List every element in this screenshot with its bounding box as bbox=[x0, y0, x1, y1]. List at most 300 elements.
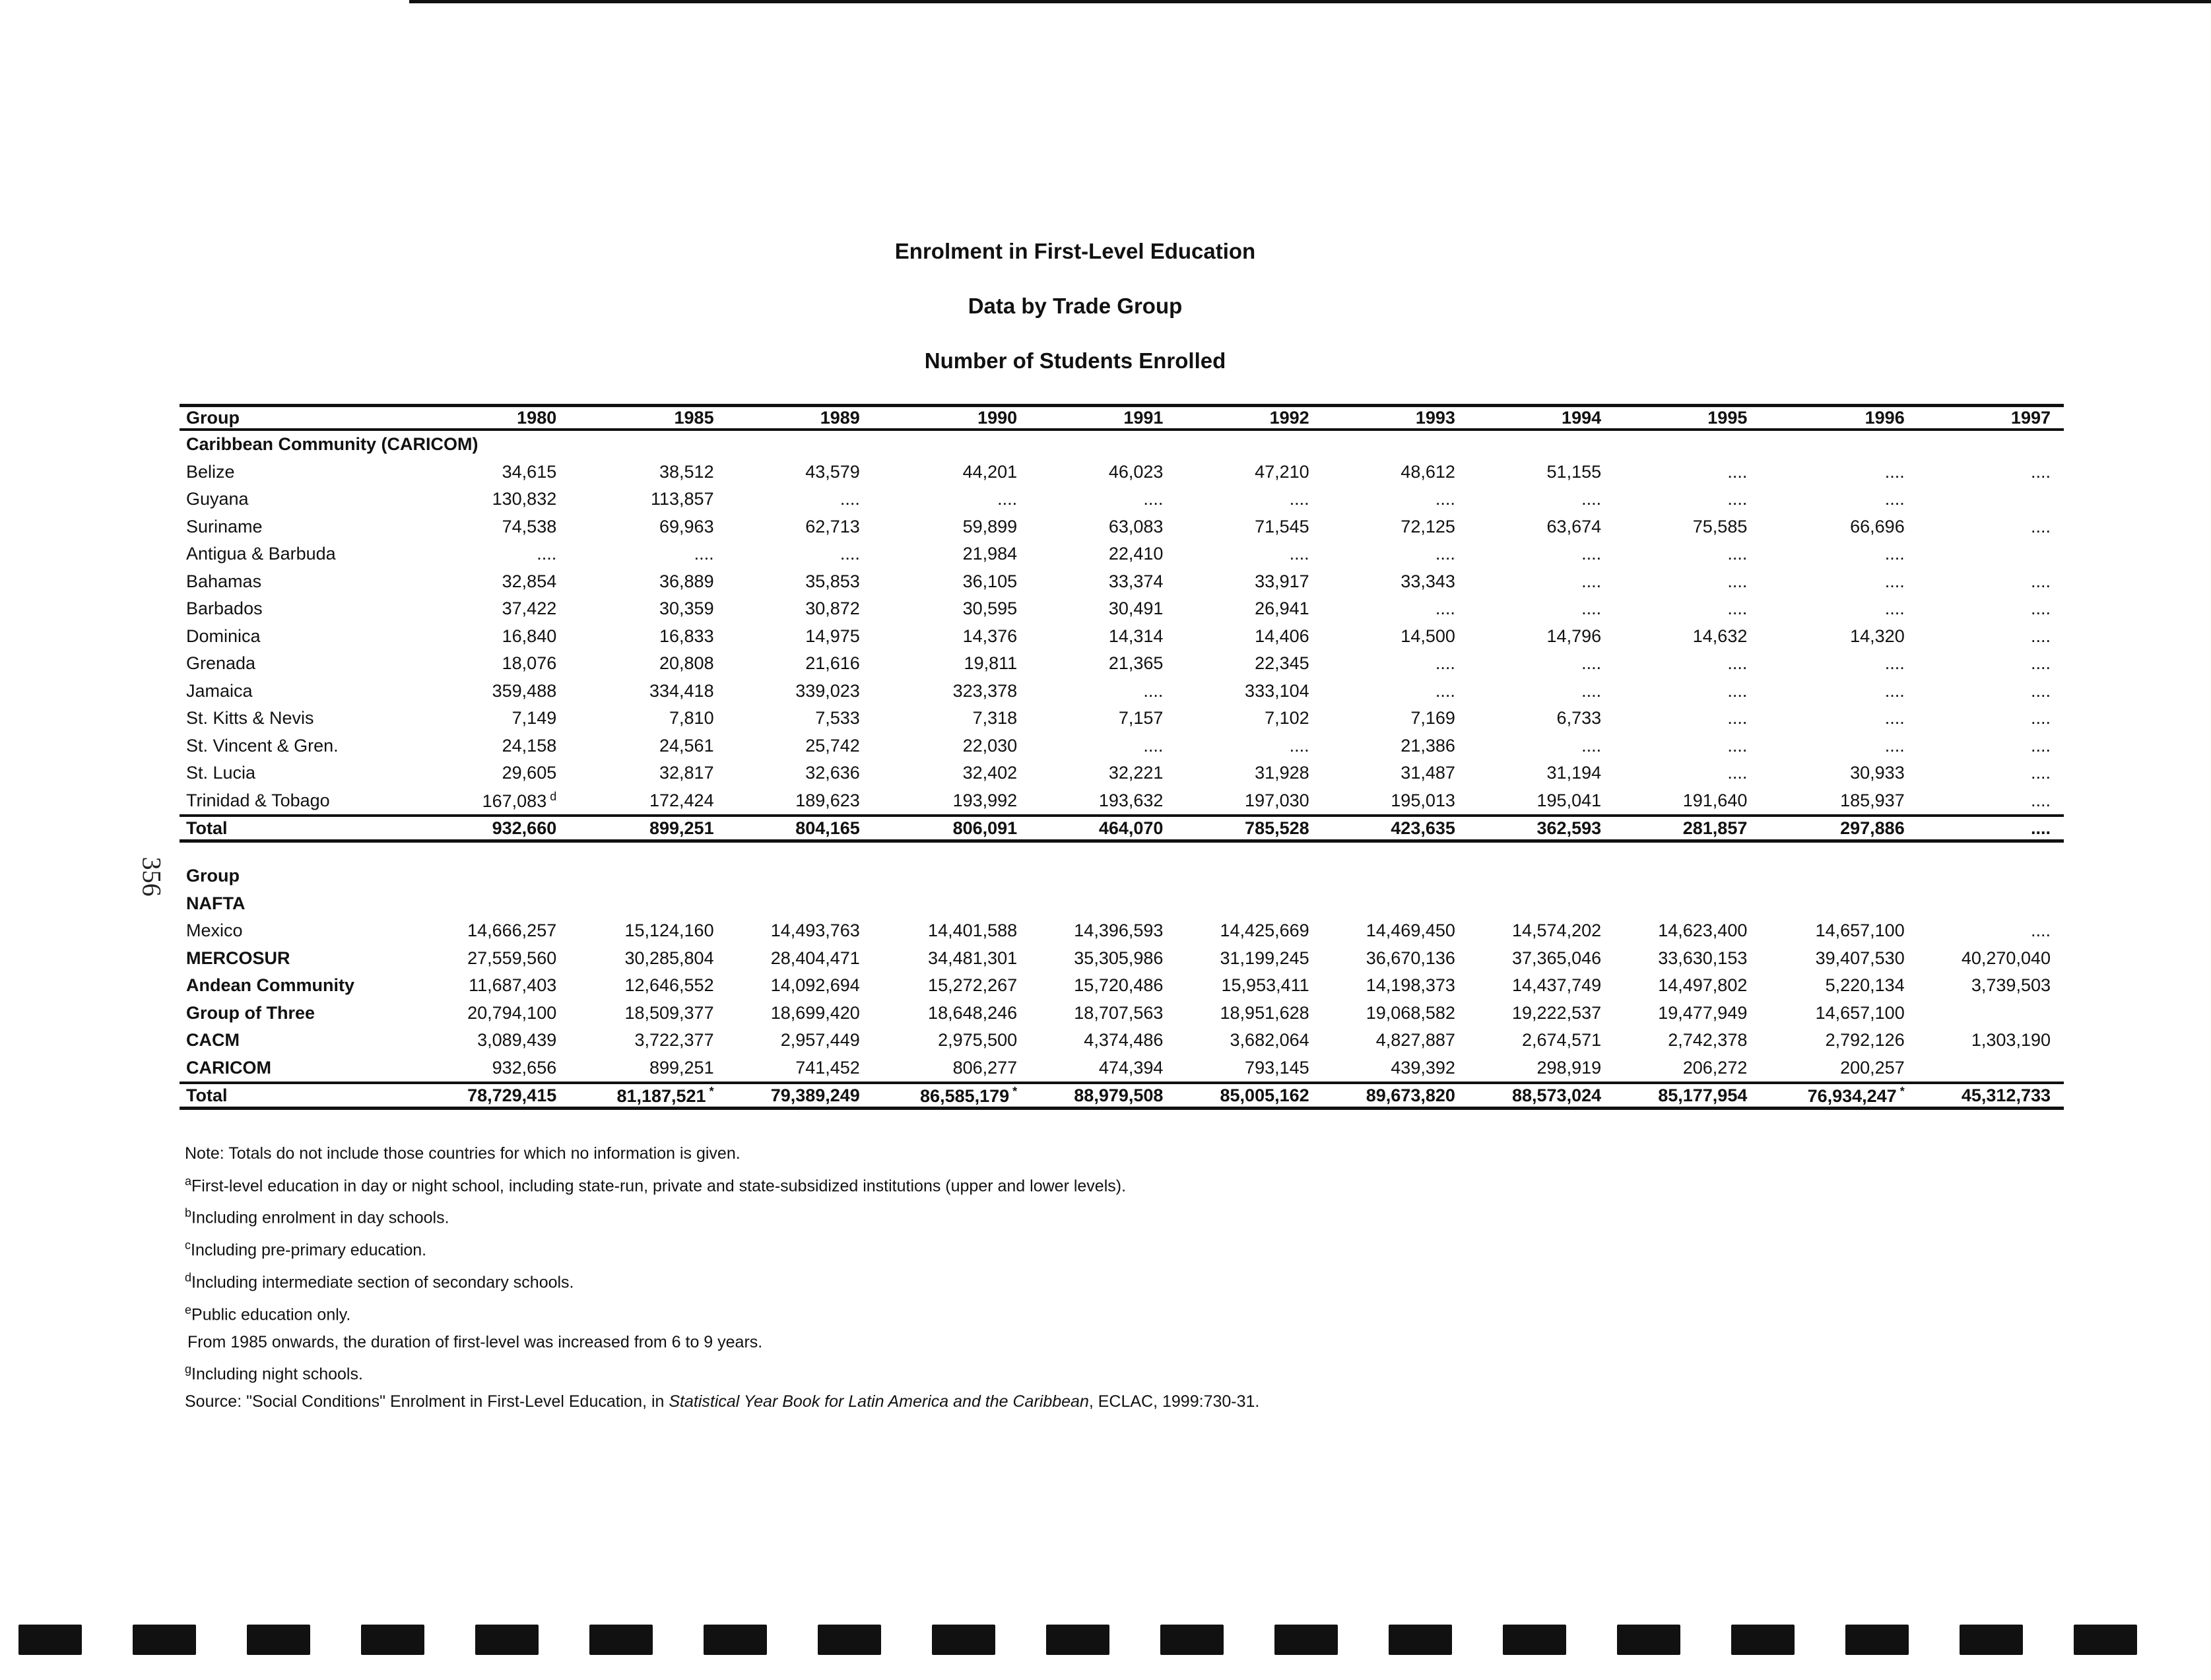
cell-value: 36,105 bbox=[962, 571, 1018, 591]
cell-value: 32,854 bbox=[502, 571, 557, 591]
table-row bbox=[180, 1000, 2064, 1027]
cell-value: 20,808 bbox=[659, 653, 714, 674]
cell-value: 281,857 bbox=[1614, 816, 1760, 841]
cell-value: 32,817 bbox=[659, 763, 714, 783]
cell-value: .... bbox=[1884, 544, 1905, 564]
cell-value: 333,104 bbox=[1245, 680, 1309, 701]
cell-value: .... bbox=[1918, 816, 2064, 841]
cell-value: .... bbox=[1581, 653, 1602, 674]
header-year: 1985 bbox=[570, 406, 727, 430]
total-row-caricom bbox=[180, 816, 2064, 841]
cell-value: 66,696 bbox=[1850, 516, 1905, 536]
cell-value: .... bbox=[2030, 790, 2051, 810]
cell-value: .... bbox=[1884, 708, 1905, 728]
cell-value: .... bbox=[1435, 489, 1455, 509]
cell-value: 14,657,100 bbox=[1815, 1002, 1905, 1023]
cell-value bbox=[727, 890, 873, 918]
cell-value: 474,394 bbox=[1098, 1057, 1164, 1078]
cell-value: 48,612 bbox=[1401, 461, 1455, 482]
cell-value: 71,545 bbox=[1255, 516, 1309, 536]
registration-bar bbox=[361, 1625, 424, 1655]
cell-value: 200,257 bbox=[1840, 1057, 1905, 1078]
source-note: Source: "Social Conditions" Enrolment in First-Level Education, in Statistical Year Book for Latin America and the Caribbean, ECLAC, 1999:730-31. bbox=[185, 1392, 1260, 1411]
cell-value: .... bbox=[1581, 735, 1602, 756]
cell-value: 7,318 bbox=[972, 708, 1018, 728]
cell-value: 34,615 bbox=[502, 461, 557, 482]
footnote-mark: * bbox=[1896, 1084, 1905, 1098]
cell-value: 63,083 bbox=[1108, 516, 1164, 536]
cell-value: 14,632 bbox=[1692, 626, 1748, 646]
table-row bbox=[180, 1027, 2064, 1054]
cell-value: 22,410 bbox=[1108, 544, 1164, 564]
table-row bbox=[180, 1054, 2064, 1083]
cell-value: .... bbox=[2030, 571, 2051, 591]
cell-value: 19,811 bbox=[964, 653, 1018, 674]
cell-value: .... bbox=[1581, 544, 1602, 564]
cell-value: 35,305,986 bbox=[1074, 948, 1164, 968]
cell-value: 7,169 bbox=[1410, 708, 1455, 728]
table-row bbox=[180, 650, 2064, 678]
cell-value: 932,656 bbox=[492, 1057, 557, 1078]
cell-value: 34,481,301 bbox=[928, 948, 1018, 968]
cell-value: 19,222,537 bbox=[1511, 1002, 1602, 1023]
row-label: St. Vincent & Gren. bbox=[186, 735, 339, 756]
cell-value: 25,742 bbox=[805, 735, 860, 756]
cell-value: 31,199,245 bbox=[1220, 948, 1309, 968]
row-label: Barbados bbox=[186, 598, 263, 619]
scan-registration-marks bbox=[18, 1625, 2210, 1658]
registration-bar bbox=[589, 1625, 653, 1655]
table-row bbox=[180, 623, 2064, 651]
cell-value: .... bbox=[2030, 735, 2051, 756]
cell-value: 195,041 bbox=[1536, 790, 1602, 810]
cell-value: .... bbox=[1727, 598, 1748, 619]
cell-value: .... bbox=[1884, 598, 1905, 619]
cell-value: 18,076 bbox=[502, 653, 557, 674]
row-label: MERCOSUR bbox=[186, 948, 290, 968]
cell-value: .... bbox=[1581, 489, 1602, 509]
registration-bar bbox=[932, 1625, 995, 1655]
cell-value: 30,359 bbox=[659, 598, 714, 619]
registration-bar bbox=[1274, 1625, 1338, 1655]
cell-value: 33,917 bbox=[1255, 571, 1309, 591]
cell-value: 74,538 bbox=[502, 516, 557, 536]
table-header-row bbox=[180, 406, 2064, 430]
cell-value: .... bbox=[1289, 544, 1309, 564]
cell-value: 31,487 bbox=[1401, 763, 1455, 783]
cell-value: 11,687,403 bbox=[469, 975, 557, 996]
cell-value bbox=[1918, 890, 2064, 918]
cell-value: .... bbox=[2030, 598, 2051, 619]
cell-value: 30,933 bbox=[1850, 763, 1905, 783]
cell-value: 323,378 bbox=[952, 680, 1018, 701]
cell-value: 24,561 bbox=[659, 735, 714, 756]
row-label: CARICOM bbox=[186, 1057, 271, 1078]
page-subtitle: Data by Trade Group bbox=[968, 294, 1183, 318]
cell-value: 14,469,450 bbox=[1366, 921, 1455, 941]
cell-value: 27,559,560 bbox=[467, 948, 557, 968]
enrolment-table bbox=[180, 404, 2064, 1110]
registration-bar bbox=[247, 1625, 310, 1655]
cell-value: 36,889 bbox=[659, 571, 714, 591]
row-label: St. Kitts & Nevis bbox=[186, 708, 314, 728]
header-year: 1991 bbox=[1030, 406, 1176, 430]
footnote-mark: d bbox=[546, 789, 557, 803]
cell-value: 32,402 bbox=[962, 763, 1018, 783]
cell-value: .... bbox=[1581, 571, 1602, 591]
cell-value: 40,270,040 bbox=[1961, 948, 2051, 968]
cell-value: 14,314 bbox=[1108, 626, 1164, 646]
row-label: Trinidad & Tobago bbox=[186, 790, 330, 810]
cell-value: 14,376 bbox=[962, 626, 1018, 646]
cell-value: .... bbox=[1727, 489, 1748, 509]
cell-value: 20,794,100 bbox=[467, 1002, 557, 1023]
header-year: 1993 bbox=[1323, 406, 1468, 430]
cell-value bbox=[1918, 486, 2064, 513]
cell-value: .... bbox=[1727, 708, 1748, 728]
cell-value: 30,491 bbox=[1108, 598, 1164, 619]
cell-value: 18,699,420 bbox=[770, 1002, 860, 1023]
cell-value: 298,919 bbox=[1536, 1057, 1602, 1078]
spacer-row bbox=[180, 841, 2064, 863]
cell-value: 806,091 bbox=[873, 816, 1030, 841]
cell-value: 43,579 bbox=[805, 461, 860, 482]
cell-value: 21,616 bbox=[805, 653, 860, 674]
cell-value: 89,673,820 bbox=[1323, 1083, 1468, 1109]
cell-value bbox=[1918, 540, 2064, 568]
cell-value: .... bbox=[840, 489, 860, 509]
cell-value: 14,500 bbox=[1401, 626, 1455, 646]
cell-value: 197,030 bbox=[1245, 790, 1309, 810]
cell-value: 191,640 bbox=[1682, 790, 1748, 810]
cell-value: 85,005,162 bbox=[1176, 1083, 1322, 1109]
cell-value: 24,158 bbox=[502, 735, 557, 756]
cell-value bbox=[424, 890, 570, 918]
row-label: St. Lucia bbox=[186, 763, 256, 783]
cell-value: 46,023 bbox=[1108, 461, 1164, 482]
cell-value bbox=[1918, 1000, 2064, 1027]
cell-value: 785,528 bbox=[1176, 816, 1322, 841]
table-row bbox=[180, 513, 2064, 541]
cell-value: .... bbox=[1884, 461, 1905, 482]
cell-value: .... bbox=[1143, 735, 1164, 756]
cell-value: 2,742,378 bbox=[1668, 1030, 1748, 1050]
cell-value: 14,975 bbox=[805, 626, 860, 646]
header-year: 1992 bbox=[1176, 406, 1322, 430]
cell-value: 51,155 bbox=[1546, 461, 1602, 482]
row-label: Suriname bbox=[186, 516, 263, 536]
cell-value: .... bbox=[840, 544, 860, 564]
cell-value: .... bbox=[694, 544, 714, 564]
cell-value: 31,928 bbox=[1255, 763, 1309, 783]
note-g: $^g$Including night schools. bbox=[185, 1363, 363, 1384]
cell-value: 15,720,486 bbox=[1074, 975, 1164, 996]
top-border-line bbox=[409, 0, 2211, 3]
cell-value bbox=[1760, 890, 1917, 918]
cell-value: 21,984 bbox=[962, 544, 1018, 564]
cell-value: 86,585,179 * bbox=[873, 1083, 1030, 1109]
cell-value: .... bbox=[1727, 461, 1748, 482]
cell-value: 3,089,439 bbox=[477, 1030, 557, 1050]
header-year: 1989 bbox=[727, 406, 873, 430]
cell-value: 88,979,508 bbox=[1030, 1083, 1176, 1109]
cell-value: 15,272,267 bbox=[928, 975, 1018, 996]
cell-value: 75,585 bbox=[1692, 516, 1748, 536]
table-row bbox=[180, 540, 2064, 568]
registration-bar bbox=[1731, 1625, 1795, 1655]
cell-value: 2,975,500 bbox=[938, 1030, 1018, 1050]
registration-bar bbox=[818, 1625, 881, 1655]
cell-value: 21,386 bbox=[1401, 735, 1455, 756]
footnote-mark: * bbox=[706, 1084, 714, 1098]
cell-value: 3,682,064 bbox=[1230, 1030, 1309, 1050]
cell-value: 130,832 bbox=[492, 489, 557, 509]
cell-value: 804,165 bbox=[727, 816, 873, 841]
cell-value: 47,210 bbox=[1255, 461, 1309, 482]
cell-value: 359,488 bbox=[492, 680, 557, 701]
cell-value bbox=[1468, 890, 1614, 918]
page-subtitle-2: Number of Students Enrolled bbox=[924, 348, 1226, 373]
cell-value: .... bbox=[2030, 653, 2051, 674]
cell-value: .... bbox=[1727, 735, 1748, 756]
cell-value: 72,125 bbox=[1401, 516, 1455, 536]
cell-value: 4,827,887 bbox=[1375, 1030, 1455, 1050]
cell-value: 3,739,503 bbox=[1971, 975, 2051, 996]
cell-value: 14,666,257 bbox=[467, 921, 557, 941]
row-label: Total bbox=[180, 816, 424, 841]
table-row bbox=[180, 678, 2064, 705]
section-label: Caribbean Community (CARICOM) bbox=[186, 434, 478, 455]
cell-value: 30,872 bbox=[805, 598, 860, 619]
page-title: Enrolment in First-Level Education bbox=[894, 239, 1256, 263]
cell-value: 206,272 bbox=[1682, 1057, 1748, 1078]
cell-value: .... bbox=[1727, 571, 1748, 591]
cell-value: 69,963 bbox=[659, 516, 714, 536]
cell-value: 63,674 bbox=[1546, 516, 1602, 536]
cell-value bbox=[570, 890, 727, 918]
registration-bar bbox=[704, 1625, 767, 1655]
cell-value: 7,157 bbox=[1118, 708, 1164, 728]
header-year: 1995 bbox=[1614, 406, 1760, 430]
cell-value: .... bbox=[1727, 653, 1748, 674]
footnote-mark: * bbox=[1009, 1084, 1018, 1098]
row-label: NAFTA bbox=[186, 893, 246, 913]
header-year: 1980 bbox=[424, 406, 570, 430]
cell-value: 806,277 bbox=[952, 1057, 1018, 1078]
cell-value: 189,623 bbox=[795, 790, 860, 810]
cell-value: 14,493,763 bbox=[770, 921, 860, 941]
cell-value: .... bbox=[1581, 680, 1602, 701]
table-row bbox=[180, 972, 2064, 1000]
cell-value: 5,220,134 bbox=[1825, 975, 1905, 996]
cell-value: 14,623,400 bbox=[1658, 921, 1748, 941]
cell-value: 2,792,126 bbox=[1825, 1030, 1905, 1050]
cell-value: .... bbox=[1435, 598, 1455, 619]
cell-value: .... bbox=[2030, 763, 2051, 783]
cell-value bbox=[1176, 890, 1322, 918]
table-row bbox=[180, 732, 2064, 760]
note-f: From 1985 onwards, the duration of first-level was increased from 6 to 9 years. bbox=[187, 1332, 763, 1351]
cell-value: 14,796 bbox=[1546, 626, 1602, 646]
header-year: 1997 bbox=[1918, 406, 2064, 430]
cell-value: .... bbox=[537, 544, 557, 564]
cell-value: 464,070 bbox=[1030, 816, 1176, 841]
cell-value: 26,941 bbox=[1255, 598, 1309, 619]
registration-bar bbox=[133, 1625, 196, 1655]
cell-value: 35,853 bbox=[805, 571, 860, 591]
cell-value: 2,957,449 bbox=[780, 1030, 860, 1050]
cell-value: 78,729,415 bbox=[424, 1083, 570, 1109]
table-row bbox=[180, 890, 2064, 918]
cell-value: 7,149 bbox=[512, 708, 557, 728]
cell-value bbox=[1614, 890, 1760, 918]
header-year: 1990 bbox=[873, 406, 1030, 430]
header-year: 1996 bbox=[1760, 406, 1917, 430]
cell-value: 297,886 bbox=[1760, 816, 1917, 841]
cell-value bbox=[1918, 1054, 2064, 1083]
cell-value: 21,365 bbox=[1108, 653, 1164, 674]
registration-bar bbox=[1845, 1625, 1909, 1655]
row-label: CACM bbox=[186, 1030, 240, 1050]
cell-value: 18,648,246 bbox=[928, 1002, 1018, 1023]
cell-value: .... bbox=[1289, 489, 1309, 509]
cell-value: 59,899 bbox=[962, 516, 1018, 536]
cell-value bbox=[1323, 890, 1468, 918]
cell-value: 31,194 bbox=[1546, 763, 1602, 783]
registration-bar bbox=[1960, 1625, 2023, 1655]
cell-value: 113,857 bbox=[650, 489, 714, 509]
cell-value: 15,124,160 bbox=[624, 921, 714, 941]
cell-value: 793,145 bbox=[1245, 1057, 1309, 1078]
cell-value: 4,374,486 bbox=[1084, 1030, 1164, 1050]
cell-value: 172,424 bbox=[649, 790, 714, 810]
cell-value: .... bbox=[2030, 626, 2051, 646]
cell-value: .... bbox=[1727, 680, 1748, 701]
cell-value: 33,343 bbox=[1401, 571, 1455, 591]
cell-value: 167,083 $^d$ bbox=[482, 789, 557, 811]
cell-value: .... bbox=[2030, 516, 2051, 536]
header-group: Group bbox=[180, 406, 424, 430]
cell-value: 18,707,563 bbox=[1074, 1002, 1164, 1023]
cell-value: 14,396,593 bbox=[1074, 921, 1164, 941]
table-row bbox=[180, 459, 2064, 486]
cell-value: 38,512 bbox=[659, 461, 714, 482]
cell-value: 36,670,136 bbox=[1366, 948, 1455, 968]
row-label: Belize bbox=[186, 461, 235, 482]
cell-value: 3,722,377 bbox=[634, 1030, 714, 1050]
spacer-cell bbox=[180, 841, 2064, 863]
cell-value: 14,198,373 bbox=[1366, 975, 1455, 996]
cell-value: 30,595 bbox=[962, 598, 1018, 619]
row-label: Dominica bbox=[186, 626, 261, 646]
cell-value: 7,810 bbox=[669, 708, 714, 728]
note-d: $^d$Including intermediate section of secondary schools. bbox=[185, 1270, 574, 1292]
registration-bar bbox=[2074, 1625, 2137, 1655]
cell-value: 1,303,190 bbox=[1971, 1030, 2051, 1050]
header-year: 1994 bbox=[1468, 406, 1614, 430]
table-row bbox=[180, 486, 2064, 513]
cell-value: .... bbox=[1727, 544, 1748, 564]
cell-value: 2,674,571 bbox=[1522, 1030, 1602, 1050]
section-label: Group bbox=[186, 866, 240, 886]
cell-value: .... bbox=[2030, 921, 2051, 941]
cell-value: 741,452 bbox=[795, 1057, 860, 1078]
table-row bbox=[180, 945, 2064, 973]
cell-value: 85,177,954 bbox=[1614, 1083, 1760, 1109]
cell-value bbox=[873, 890, 1030, 918]
cell-value: .... bbox=[1143, 680, 1164, 701]
cell-value: 14,574,202 bbox=[1511, 921, 1602, 941]
cell-value: 33,374 bbox=[1108, 571, 1164, 591]
registration-bar bbox=[18, 1625, 82, 1655]
cell-value: .... bbox=[2030, 708, 2051, 728]
note-totals: Note: Totals do not include those countries for which no information is given. bbox=[185, 1144, 741, 1163]
note-a: $^a$First-level education in day or night school, including state-run, private and state-subsidized institutions (upper and lower levels). bbox=[185, 1174, 1127, 1195]
registration-bar bbox=[475, 1625, 539, 1655]
cell-value: .... bbox=[1884, 680, 1905, 701]
row-label: Group of Three bbox=[186, 1002, 315, 1023]
cell-value: 334,418 bbox=[649, 680, 714, 701]
row-label: Total bbox=[180, 1083, 424, 1109]
cell-value: .... bbox=[1289, 735, 1309, 756]
table-row bbox=[180, 705, 2064, 732]
cell-value: 18,509,377 bbox=[624, 1002, 714, 1023]
cell-value: 362,593 bbox=[1468, 816, 1614, 841]
cell-value: 37,365,046 bbox=[1511, 948, 1602, 968]
cell-value: 14,320 bbox=[1850, 626, 1905, 646]
cell-value: 193,992 bbox=[952, 790, 1018, 810]
cell-value: 32,636 bbox=[805, 763, 860, 783]
cell-value: 39,407,530 bbox=[1815, 948, 1905, 968]
cell-value: 32,221 bbox=[1108, 763, 1164, 783]
footnotes bbox=[185, 1140, 1259, 1415]
cell-value: 22,345 bbox=[1255, 653, 1309, 674]
cell-value: 29,605 bbox=[502, 763, 557, 783]
cell-value: 14,406 bbox=[1255, 626, 1309, 646]
cell-value: 16,833 bbox=[659, 626, 714, 646]
registration-bar bbox=[1160, 1625, 1224, 1655]
cell-value: 14,092,694 bbox=[770, 975, 860, 996]
cell-value: .... bbox=[997, 489, 1018, 509]
cell-value: .... bbox=[2030, 680, 2051, 701]
cell-value: 19,477,949 bbox=[1658, 1002, 1748, 1023]
cell-value: 45,312,733 bbox=[1918, 1083, 2064, 1109]
cell-value: .... bbox=[1143, 489, 1164, 509]
note-c: $^c$Including pre-primary education. bbox=[185, 1239, 427, 1260]
cell-value: 195,013 bbox=[1391, 790, 1455, 810]
table-row bbox=[180, 759, 2064, 787]
cell-value: 14,657,100 bbox=[1815, 921, 1905, 941]
cell-value: 14,497,802 bbox=[1658, 975, 1748, 996]
table-row bbox=[180, 787, 2064, 816]
cell-value: 30,285,804 bbox=[624, 948, 714, 968]
row-label: Jamaica bbox=[186, 680, 253, 701]
section-trade-groups-heading bbox=[180, 862, 2064, 890]
cell-value: 193,632 bbox=[1098, 790, 1164, 810]
cell-value: 439,392 bbox=[1391, 1057, 1455, 1078]
cell-value: .... bbox=[1884, 653, 1905, 674]
cell-value: .... bbox=[1884, 489, 1905, 509]
cell-value: 79,389,249 bbox=[727, 1083, 873, 1109]
total-row-groups bbox=[180, 1083, 2064, 1109]
cell-value: .... bbox=[1727, 763, 1748, 783]
cell-value: 14,425,669 bbox=[1220, 921, 1309, 941]
registration-bar bbox=[1389, 1625, 1452, 1655]
cell-value: 18,951,628 bbox=[1220, 1002, 1309, 1023]
cell-value: .... bbox=[1435, 544, 1455, 564]
note-b: $^b$Including enrolment in day schools. bbox=[185, 1206, 449, 1227]
row-label: Bahamas bbox=[186, 571, 262, 591]
